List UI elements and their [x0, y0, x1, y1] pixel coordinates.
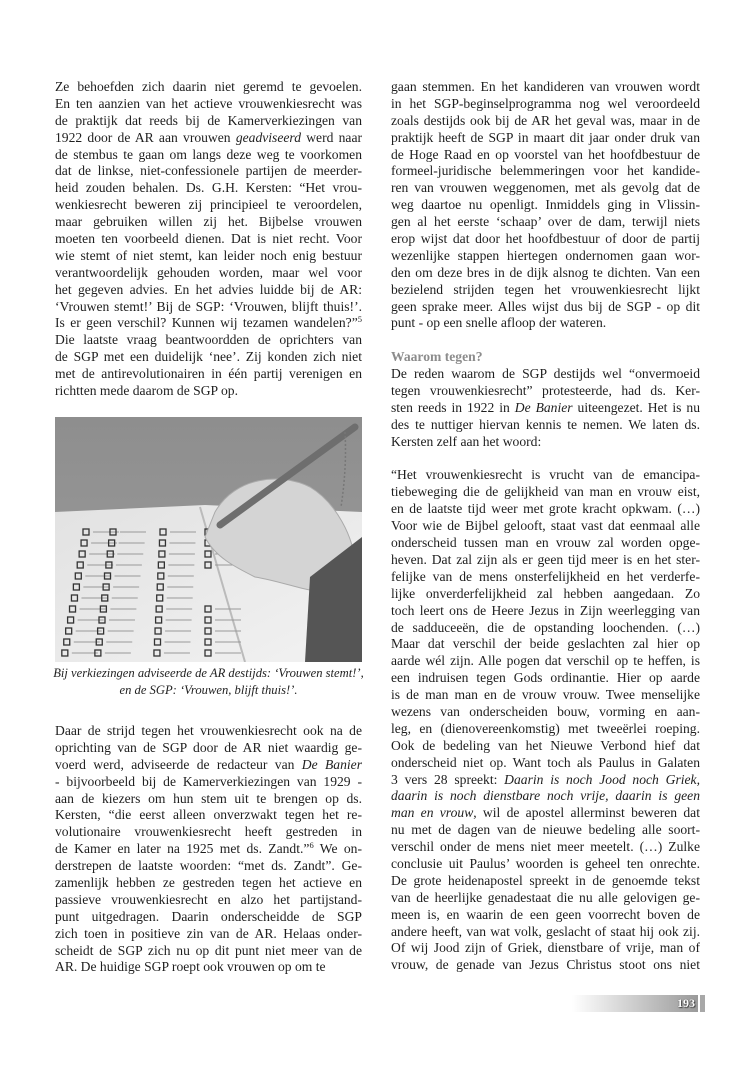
text-segment: heven. Dat zal zijn als er geen tijd meer is en het ster- [391, 551, 700, 567]
text-segment: punt uitgedragen. Daarin onderscheidde de SGP [55, 908, 362, 924]
text-segment: zamenlijk hebben ze gestreden tegen het actieve en [55, 875, 362, 891]
text-line [391, 755, 700, 772]
text-line [391, 282, 700, 299]
footnote-ref: 6 [309, 841, 314, 851]
text-line [55, 926, 362, 943]
text-line [391, 721, 700, 738]
text-line [55, 757, 362, 774]
text-line [55, 299, 362, 316]
text-segment: wie stemt of niet stemt, kan leider noch enig bestuur [55, 247, 362, 263]
text-line [391, 96, 700, 113]
paragraph-strijd [55, 723, 362, 976]
text-line [55, 147, 362, 164]
italic-segment: Daarin is noch Jood noch Griek, [504, 771, 700, 787]
text-segment: oprichting van de SGP door de AR niet waardig ge- [55, 739, 362, 755]
text-line [55, 740, 362, 757]
text-segment: AR. De huidige SGP roept ook vrouwen op om te [55, 959, 326, 975]
text-segment: vrouw, de genade van Jezus Christus stoot ons niet [391, 957, 700, 973]
text-segment: En ten aanzien van het actieve vrouwenkiesrecht was [55, 95, 362, 111]
italic-segment: De Banier [301, 756, 362, 772]
text-line [55, 197, 362, 214]
text-segment: uiteengezet. Het is nu [572, 399, 700, 415]
text-segment: de SGP met een duidelijk ‘nee’. Zij konden zich niet [55, 349, 362, 365]
text-segment: We on- [313, 841, 362, 857]
text-line [391, 197, 700, 214]
text-segment: felijke van de mens onsterfelijkheid en het verderfe- [391, 568, 700, 584]
text-line [391, 805, 700, 822]
text-segment: Kersten zelf aan het woord: [391, 433, 542, 449]
text-line [391, 383, 700, 400]
paragraph-continuation [391, 79, 700, 332]
text-segment: des te nuttiger hiervan kennis te nemen. We laten ds. [391, 416, 700, 432]
text-segment: moeten ten voorbeeld dienen. Dat is niet recht. Voor [55, 231, 362, 247]
text-segment: den om deze bres in de dijk alsnog te dichten. Van een [391, 264, 700, 280]
text-line [391, 400, 700, 417]
caption-line: Bij verkiezingen adviseerde de AR destijds: ‘Vrouwen stemt!’, [53, 666, 364, 680]
text-line [55, 841, 362, 858]
text-segment: punt - op een snelle afloop der wateren. [391, 315, 607, 331]
text-line [55, 231, 362, 248]
text-line [391, 772, 700, 789]
text-segment: de stembus te gaan om langs deze weg te voorkomen [55, 146, 362, 162]
text-segment: het gegeven advies. En het advies luidde bij de AR: [55, 281, 362, 297]
text-segment: aan de kiezers om hun stem uit te brengen op ds. [55, 790, 362, 806]
text-segment: toch leert ons de Heere Jezus in Zijn weerlegging van [391, 602, 700, 618]
text-line [391, 738, 700, 755]
text-line [55, 163, 362, 180]
caption-line: en de SGP: ‘Vrouwen, blijft thuis!’. [119, 683, 298, 697]
text-line [391, 924, 700, 941]
text-segment: andere heeft, van wat volk, geslacht of staat hij ook zij. [391, 923, 700, 939]
text-line [391, 839, 700, 856]
text-line [391, 873, 700, 890]
text-line [55, 858, 362, 875]
text-line [55, 96, 362, 113]
text-segment: met de antirevolutionairen in één partij verenigen en [55, 366, 362, 382]
text-segment: wenkiesrecht beweren zij principieel te veroordelen, [55, 197, 362, 213]
text-segment: de praktijk dat reeds bij de Kamerverkiezingen van [55, 112, 362, 128]
quote-kersten [391, 467, 700, 974]
text-segment: sten reeds in 1922 in [391, 399, 515, 415]
text-segment: gaan stemmen. En het kandideren van vrouwen wordt [391, 79, 700, 94]
text-segment: wezenlijke stappen hiertegen ondernomen gaan wor- [391, 247, 700, 263]
italic-segment: geadviseerd [235, 129, 301, 145]
text-line [55, 366, 362, 383]
text-line [55, 79, 362, 96]
text-line [55, 248, 362, 265]
text-segment: 3 vers 28 spreekt: [391, 771, 505, 787]
text-segment: de Kamer en later na 1925 met ds. Zandt.” [55, 841, 310, 857]
text-line [391, 518, 700, 535]
text-segment: “Het vrouwenkiesrecht is vrucht van de emancipa- [391, 467, 700, 483]
right-column [391, 79, 700, 974]
text-line [391, 788, 700, 805]
text-segment: conclusie uit Paulus’ woorden is geheel ten onrechte. [391, 855, 700, 871]
text-segment: dat de linkse, niet-confessionele partijen de meerder- [55, 163, 362, 179]
photo-caption [45, 665, 372, 699]
text-line [391, 417, 700, 434]
text-segment: derstrepen de laatste woorden: “met ds. Zandt”. Ge- [55, 858, 362, 874]
text-segment: zich toen in positieve zin van de AR. Helaas onder- [55, 925, 362, 941]
text-line [391, 434, 700, 451]
text-line [391, 569, 700, 586]
italic-segment: man en vrouw [391, 805, 474, 821]
text-segment: onderscheid tussen man en vrouw zal worden opge- [391, 535, 700, 551]
text-line [391, 603, 700, 620]
text-segment: bezielend strijden tegen het vrouwenkiesrecht lijkt [391, 281, 700, 297]
text-segment: Ze behoefden zich daarin niet geremd te gevoelen. [55, 79, 362, 94]
text-line [391, 704, 700, 721]
text-segment: tiebeweging die de gelijkheid van man en vrouw eist, [391, 484, 700, 500]
text-segment: formeel-juridische belemmeringen voor het kandide- [391, 163, 700, 179]
text-segment: De reden waarom de SGP destijds wel “onvermoeid [391, 366, 700, 382]
text-segment: volutionaire vrouwenkiesrecht heeft gestreden in [55, 824, 362, 840]
text-line [391, 586, 700, 603]
text-line [55, 180, 362, 197]
text-segment: meen is, en waarin de een geen voorrecht boven de [391, 906, 700, 922]
text-segment: nu met de dagen van de nieuwe bedeling alle soort- [391, 822, 700, 838]
text-line [55, 791, 362, 808]
ballot-photo [55, 417, 362, 662]
left-column-lower [55, 723, 362, 976]
text-segment: heid zouden behalen. Ds. G.H. Kersten: “Het vrou- [55, 180, 362, 196]
text-segment: de sadduceeën, die de opstanding loochenden. (…) [391, 619, 700, 635]
text-segment: zoals destijds ook bij de AR het geval was, maar in de [391, 112, 700, 128]
text-segment: Voor wie de Bijbel gelooft, staat vast dat eenmaal alle [391, 518, 700, 534]
text-line [55, 723, 362, 740]
text-segment: onderscheid niet op. Want toch als Paulus in Galaten [391, 754, 700, 770]
text-line [391, 147, 700, 164]
text-line [55, 130, 362, 147]
text-line [391, 366, 700, 383]
text-segment: De grote heidenapostel spreekt in de genoemde tekst [391, 872, 700, 888]
text-segment: ‘Vrouwen stemt!’ Bij de SGP: ‘Vrouwen, blijft thuis!’. [55, 298, 362, 314]
text-line [391, 130, 700, 147]
text-segment: geen sprake meer. Alles wijst dus bij de SGP - op dit [391, 298, 700, 314]
text-segment: Ook de bedeling van het Nieuwe Verbond hief dat [391, 737, 700, 753]
text-line [55, 875, 362, 892]
text-segment: maar gebruiken willen zij het. Bijbelse vrouwen [55, 214, 362, 230]
text-segment: Daar de strijd tegen het vrouwenkiesrecht ook na de [55, 723, 362, 738]
text-segment: gen al het eerste ‘schaap’ over de dam, terwijl niets [391, 214, 700, 230]
text-line [55, 214, 362, 231]
text-line [55, 383, 362, 400]
text-line [55, 349, 362, 366]
text-line [391, 687, 700, 704]
text-segment: erop wijst dat door het hoofdbestuur of door de partij [391, 231, 700, 247]
text-segment: praktijk heeft de SGP in maart dit jaar onder druk van [391, 129, 700, 145]
text-line [391, 940, 700, 957]
text-segment: is de man man en de vrouw vrouw. Twee menselijke [391, 687, 700, 703]
text-line [55, 774, 362, 791]
page-number: 193 [677, 996, 695, 1010]
text-line [55, 909, 362, 926]
text-line [391, 467, 700, 484]
text-line [55, 282, 362, 299]
text-line [391, 552, 700, 569]
text-line [391, 822, 700, 839]
text-line [391, 214, 700, 231]
paragraph-intro [55, 79, 362, 400]
text-line [391, 957, 700, 974]
text-line [391, 163, 700, 180]
page-number-bar-end [700, 995, 705, 1012]
text-segment: tegen vrouwenkiesrecht” protesteerde, had ds. Ker- [391, 383, 700, 399]
text-segment: scheidt de SGP zich nu op dit punt niet meer van de [55, 942, 362, 958]
left-column [55, 79, 362, 400]
text-line [391, 484, 700, 501]
text-line [391, 231, 700, 248]
text-line [391, 620, 700, 637]
text-line [391, 180, 700, 197]
text-segment: voerd werd, adviseerde de redacteur van [55, 756, 302, 772]
text-line [391, 315, 700, 332]
text-line [55, 265, 362, 282]
section-heading: Waarom tegen? [391, 349, 483, 365]
text-line [55, 113, 362, 130]
text-line [391, 265, 700, 282]
text-segment: verschil onder de mens niet meer meetelt. (…) Zulke [391, 839, 700, 855]
text-line [55, 824, 362, 841]
text-segment: passieve vrouwenkiesrecht en alzo het partijstand- [55, 891, 362, 907]
text-segment: weg daartoe nu openligt. Inmiddels ging in Vlissin- [391, 197, 700, 213]
text-line [55, 892, 362, 909]
paragraph-reden [391, 366, 700, 450]
text-segment: wezens van onderscheiden bouw, vorming en aan- [391, 703, 700, 719]
text-segment: , wil de apostel allerminst beweren dat [473, 805, 700, 821]
text-line [391, 907, 700, 924]
italic-segment: De Banier [514, 399, 573, 415]
text-segment: leg, en (dienovereenkomstig) met tweeërlei roeping. [391, 720, 700, 736]
text-line [55, 959, 362, 976]
text-segment: richtten mede daarom de SGP op. [55, 383, 238, 399]
text-line [391, 653, 700, 670]
text-segment: en de laatste tijd weer met grote kracht opkwam. (…) [391, 501, 700, 517]
footnote-ref: 5 [357, 315, 362, 325]
text-line [391, 299, 700, 316]
text-segment: werd naar [301, 129, 362, 145]
text-line [391, 248, 700, 265]
text-segment: Is er geen verschil? Kunnen wij tezamen wandelen?” [55, 315, 358, 331]
text-segment: een indruisen tegen Gods ordinantie. Hier op aarde [391, 670, 700, 686]
text-line [391, 535, 700, 552]
text-line [391, 670, 700, 687]
text-line [55, 315, 362, 332]
text-line [391, 113, 700, 130]
text-segment: Die laatste vraag beantwoordden de oprichters van [55, 332, 362, 348]
text-line [391, 79, 700, 96]
text-segment: - bijvoorbeeld bij de Kamerverkiezingen van 1929 - [55, 773, 362, 789]
text-line [391, 890, 700, 907]
text-segment: lijke onverderfelijkheid zal hebben aangedaan. Zo [391, 585, 700, 601]
text-segment: de Hoge Raad en op voorstel van het hoofdbestuur de [391, 146, 700, 162]
italic-segment: daarin is noch dienstbare noch vrije, daarin is geen [391, 788, 700, 804]
text-segment: Kersten, “die eerst alleen onverzwakt tegen het re- [55, 807, 362, 823]
text-segment: in het SGP-beginselprogramma nog wel veroordeeld [391, 95, 700, 111]
text-line [55, 332, 362, 349]
text-segment: verantwoordelijk gehouden worden, maar wel voor [55, 264, 362, 280]
text-segment: van de heerlijke genadestaat die nu alle gelovigen ge- [391, 889, 700, 905]
text-line [391, 636, 700, 653]
text-line [55, 807, 362, 824]
text-segment: aarde wél zijn. Alle pogen dat verschil op te heffen, is [391, 653, 700, 669]
text-line [391, 856, 700, 873]
text-segment: Of wij Jood zijn of Griek, dienstbare of vrije, man of [391, 940, 700, 956]
text-line [391, 501, 700, 518]
text-segment: Maar dat verschil der beide geslachten zal hier op [391, 636, 700, 652]
text-segment: ren van vrouwen weggenomen, met als gevolg dat de [391, 180, 700, 196]
text-segment: 1922 door de AR aan vrouwen [55, 129, 236, 145]
text-line [55, 943, 362, 960]
